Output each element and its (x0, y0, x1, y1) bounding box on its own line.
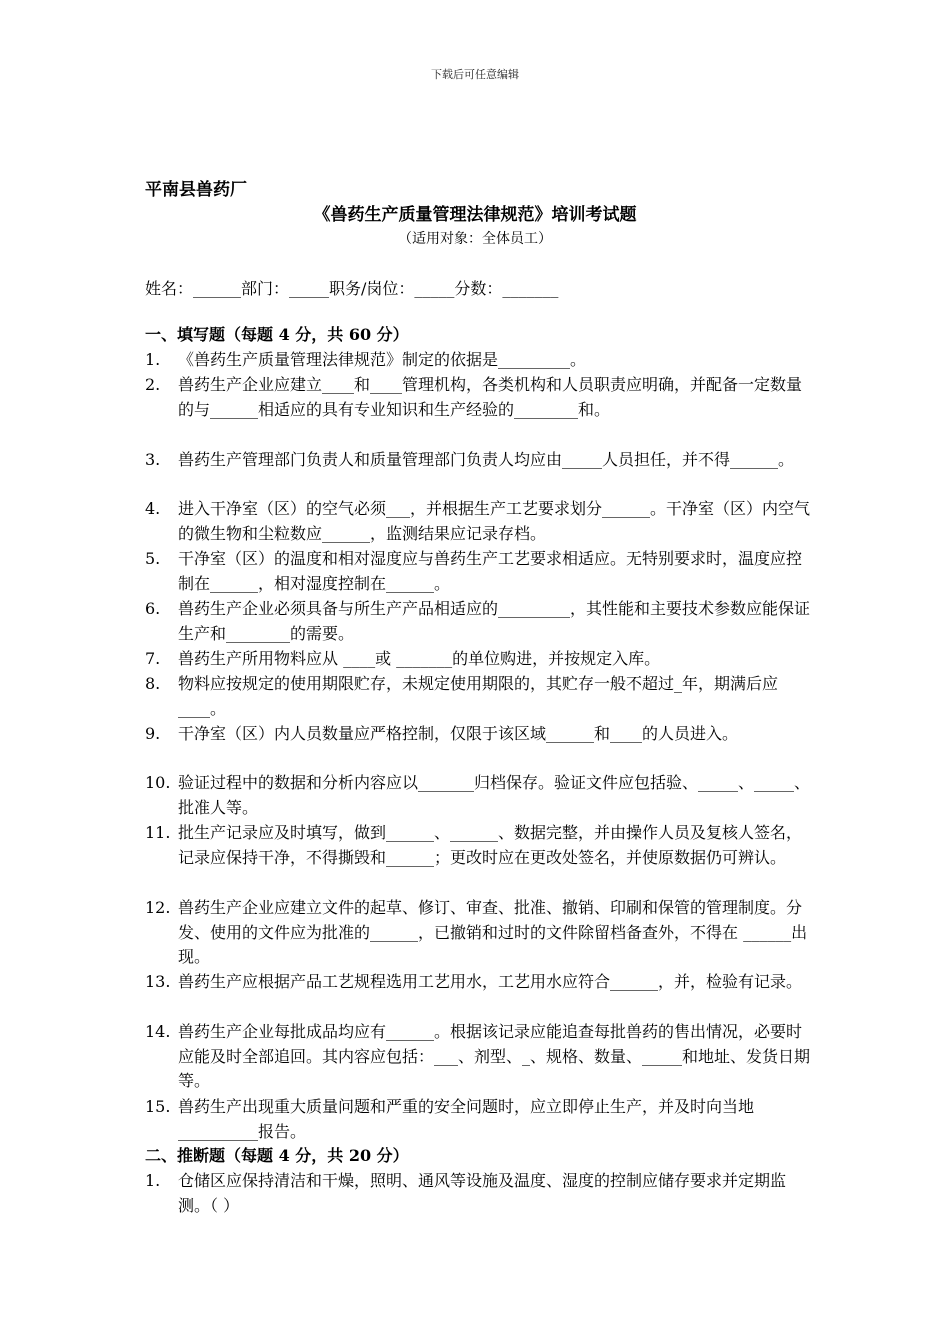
question-item (145, 348, 810, 373)
question-number: 4. (145, 499, 161, 518)
question-text: 仓储区应保持清洁和干燥，照明、通风等设施及温度、湿度的控制应储存要求并定期监测。（ ） (178, 1171, 787, 1215)
question-item (145, 672, 810, 721)
question-text: 干净室（区）的温度和相对湿度应与兽药生产工艺要求相适应。无特别要求时，温度应控制在______，相对湿度控制在______。 (178, 549, 803, 593)
question-number: 10. (145, 773, 171, 792)
question-number: 1. (145, 350, 161, 369)
question-text: 干净室（区）内人员数量应严格控制，仅限于该区域______和____的人员进入。 (178, 724, 739, 743)
section-heading-fill-in: 一、填写题（每题 4 分，共 60 分） (145, 325, 409, 344)
question-number: 9. (145, 724, 161, 743)
question-item (145, 373, 810, 422)
question-item (145, 771, 810, 820)
question-item (145, 896, 810, 970)
question-text: 兽药生产企业应建立文件的起草、修订、审查、批准、撤销、印刷和保管的管理制度。分发、使用的文件应为批准的______，已撤销和过时的文件除留档备查外，不得在 ______出现。 (178, 898, 808, 966)
question-number: 12. (145, 898, 171, 917)
question-text: 《兽药生产质量管理法律规范》制定的依据是_________。 (178, 350, 587, 369)
exam-subtitle: （适用对象：全体员工） (398, 231, 552, 247)
question-number: 1. (145, 1171, 161, 1190)
examinee-info-line: 姓名：______部门：_____职务/岗位：_____分数：_______ (145, 279, 559, 298)
question-text: 验证过程中的数据和分析内容应以_______归档保存。验证文件应包括验、_____、_____、批准人等。 (178, 773, 811, 817)
question-item (145, 1095, 810, 1144)
exam-title: 《兽药生产质量管理法律规范》培训考试题 (313, 205, 637, 225)
question-text: 兽药生产企业每批成品均应有______。根据该记录应能追查每批兽药的售出情况，必要时应能及时全部追回。其内容应包括：___、剂型、_、规格、数量、_____和地址、发货日期等。 (178, 1022, 811, 1090)
question-number: 6. (145, 599, 161, 618)
question-number: 11. (145, 823, 171, 842)
question-item (145, 597, 810, 646)
question-text: 兽药生产所用物料应从 ____或 _______的单位购进，并按规定入库。 (178, 649, 661, 668)
question-item (145, 547, 810, 596)
question-text: 兽药生产企业应建立____和____管理机构，各类机构和人员职责应明确，并配备一定数量的与______相适应的具有专业知识和生产经验的________和。 (178, 375, 803, 419)
question-item (145, 821, 810, 870)
organization-name: 平南县兽药厂 (145, 180, 247, 200)
page-header-note: 下载后可任意编辑 (431, 68, 519, 81)
question-text: 进入干净室（区）的空气必须___，并根据生产工艺要求划分______。干净室（区）内空气的微生物和尘粒数应______，监测结果应记录存档。 (178, 499, 811, 543)
section-heading-true-false: 二、推断题（每题 4 分，共 20 分） (145, 1146, 409, 1165)
question-text: 兽药生产应根据产品工艺规程选用工艺用水，工艺用水应符合______，并，检验有记录。 (178, 972, 803, 991)
question-text: 兽药生产管理部门负责人和质量管理部门负责人均应由_____人员担任，并不得______。 (178, 450, 795, 469)
question-number: 7. (145, 649, 161, 668)
question-number: 3. (145, 450, 161, 469)
question-number: 13. (145, 972, 171, 991)
question-item (145, 1169, 810, 1218)
question-number: 2. (145, 375, 161, 394)
question-text: 批生产记录应及时填写，做到______、______、数据完整，并由操作人员及复核人签名，记录应保持干净，不得撕毁和______；更改时应在更改处签名，并使原数据仍可辨认。 (178, 823, 803, 867)
question-item (145, 970, 810, 995)
question-number: 14. (145, 1022, 171, 1041)
question-item (145, 722, 810, 747)
question-item (145, 448, 810, 473)
question-text: 兽药生产企业必须具备与所生产产品相适应的_________，其性能和主要技术参数应能保证生产和________的需要。 (178, 599, 811, 643)
question-item (145, 497, 810, 546)
question-item (145, 1020, 810, 1094)
question-text: 兽药生产出现重大质量问题和严重的安全问题时，应立即停止生产，并及时向当地__________报告。 (178, 1097, 755, 1141)
question-number: 8. (145, 674, 161, 693)
question-item (145, 647, 810, 672)
question-number: 5. (145, 549, 161, 568)
question-text: 物料应按规定的使用期限贮存，未规定使用期限的，其贮存一般不超过_年，期满后应____。 (178, 674, 779, 718)
question-number: 15. (145, 1097, 171, 1116)
